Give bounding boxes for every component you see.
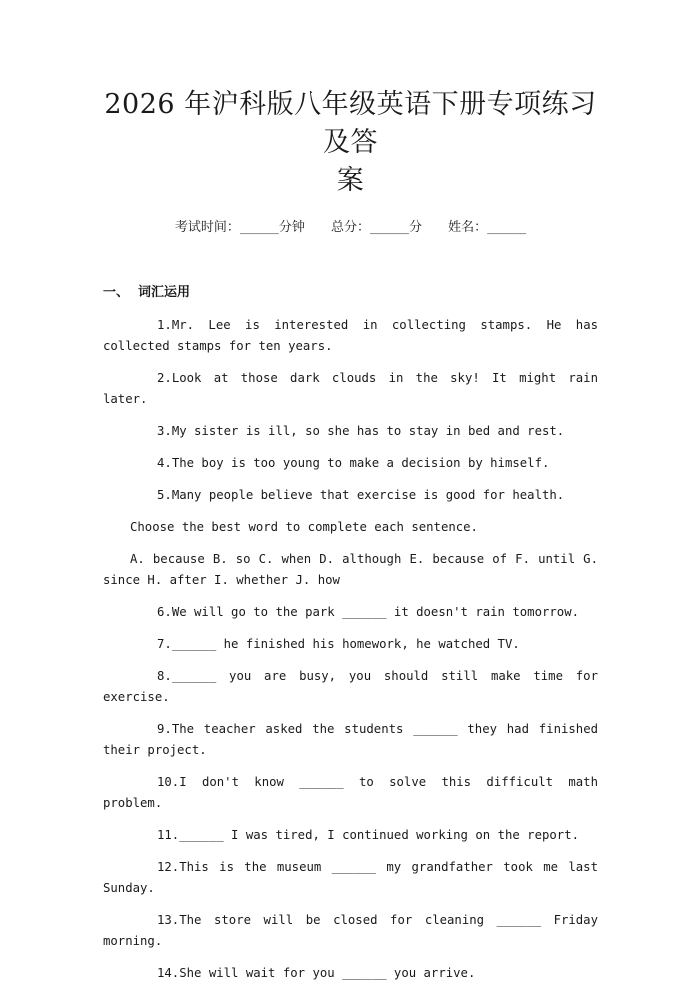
- question-number: 7.: [157, 637, 172, 651]
- question-text: ______ he finished his homework, he watched TV.: [171, 637, 520, 651]
- question-number: 13.: [157, 913, 180, 927]
- question-number: 11.: [157, 828, 180, 842]
- question-number: 9.: [157, 722, 172, 736]
- question-text: The teacher asked the students ______ they had finished their project.: [103, 722, 598, 757]
- question-item: [103, 857, 598, 899]
- question-item: [103, 910, 598, 952]
- question-text: She will wait for you ______ you arrive.: [179, 966, 476, 980]
- question-text: This is the museum ______ my grandfather took me last Sunday.: [103, 860, 598, 895]
- instruction-line: Choose the best word to complete each sentence.: [130, 520, 478, 534]
- question-number: 8.: [157, 669, 172, 683]
- question-text: I don't know ______ to solve this difficult math problem.: [103, 775, 598, 810]
- question-item: [103, 421, 598, 442]
- question-number: 10.: [157, 775, 180, 789]
- question-number: 2.: [157, 371, 172, 385]
- question-number: 3.: [157, 424, 172, 438]
- document-page: [0, 86, 700, 991]
- question-item: [103, 719, 598, 761]
- question-text: The boy is too young to make a decision by himself.: [171, 456, 550, 470]
- section-number: 一、: [103, 285, 130, 300]
- question-text: We will go to the park ______ it doesn't rain tomorrow.: [171, 605, 579, 619]
- question-item: [103, 368, 598, 410]
- question-item: [103, 825, 598, 846]
- title-line-1: 2026 年沪科版八年级英语下册专项练习及答: [104, 89, 597, 158]
- question-item: [103, 453, 598, 474]
- question-text: ______ you are busy, you should still make time for exercise.: [103, 669, 598, 704]
- question-number: 5.: [157, 488, 172, 502]
- question-item: [103, 634, 598, 655]
- question-number: 14.: [157, 966, 180, 980]
- question-item: [103, 963, 598, 984]
- question-list: [103, 315, 598, 984]
- title-line-2: 案: [336, 165, 365, 196]
- question-text: ______ I was tired, I continued working on the report.: [179, 828, 579, 842]
- question-text: My sister is ill, so she has to stay in bed and rest.: [171, 424, 565, 438]
- question-number: 1.: [157, 318, 172, 332]
- instruction-text: [103, 517, 598, 538]
- word-bank-options: A. because B. so C. when D. although E. because of F. until G. since H. after I. whether J. how: [103, 552, 598, 587]
- question-item: [103, 772, 598, 814]
- exam-info-line: [103, 219, 598, 237]
- exam-time-field: 考试时间：______分钟: [174, 220, 305, 235]
- question-text: Many people believe that exercise is good for health.: [171, 488, 565, 502]
- section-heading: [103, 284, 598, 302]
- section-title: 词汇运用: [138, 285, 191, 300]
- student-name-field: 姓名：______: [448, 220, 527, 235]
- question-number: 12.: [157, 860, 180, 874]
- document-title: [103, 86, 598, 200]
- question-text: Mr. Lee is interested in collecting stamps. He has collected stamps for ten years.: [103, 318, 598, 353]
- question-text: Look at those dark clouds in the sky! It might rain later.: [103, 371, 598, 406]
- question-item: [103, 666, 598, 708]
- question-item: [103, 485, 598, 506]
- question-item: [103, 315, 598, 357]
- word-bank: [103, 549, 598, 591]
- question-item: [103, 602, 598, 623]
- question-number: 4.: [157, 456, 172, 470]
- question-number: 6.: [157, 605, 172, 619]
- total-score-field: 总分：______分: [330, 220, 422, 235]
- question-text: The store will be closed for cleaning ______ Friday morning.: [103, 913, 598, 948]
